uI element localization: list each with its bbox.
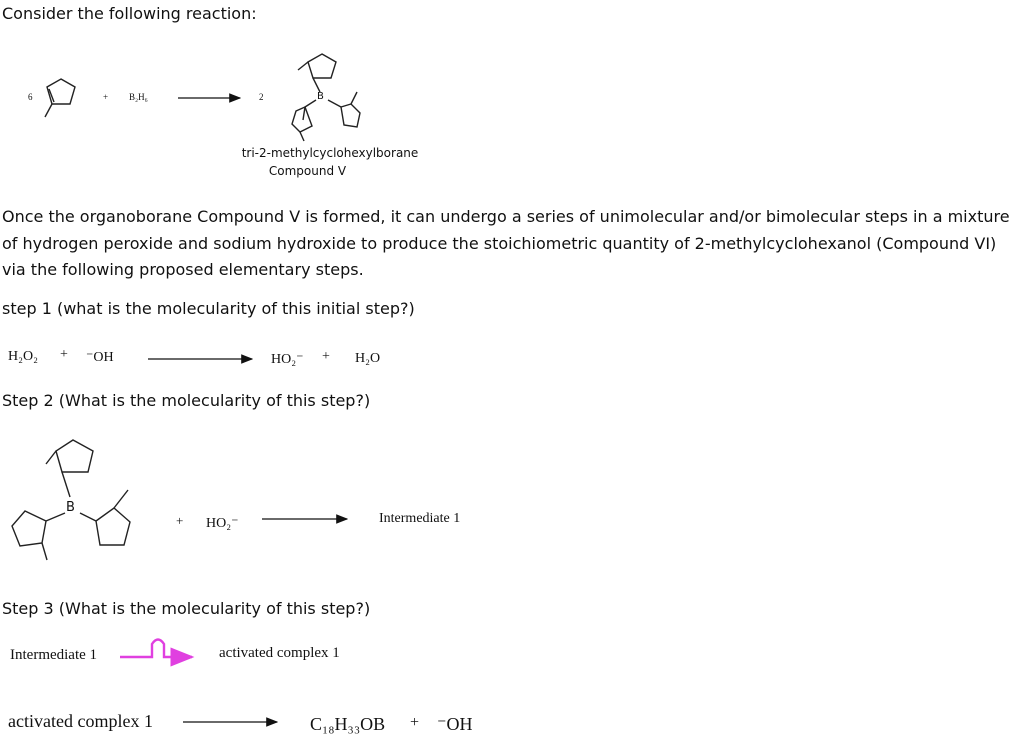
methylcyclopentene-structure <box>45 79 75 117</box>
boron-atom-label: B <box>317 91 324 102</box>
step1-product-water: H₂O <box>355 351 381 366</box>
alkene-coefficient: 6 <box>28 92 33 102</box>
step1-product-ho2: HO₂⁻ <box>271 352 304 367</box>
step2-question: Step 2 (What is the molecularity of this step?) <box>2 391 371 410</box>
mechanism-paragraph: Once the organoborane Compound V is formed, it can undergo a series of unimolecular and/or bimolecular steps in a mixture of hydrogen peroxide and sodium hydroxide to produce the stoichiometric quantity of 2-methylcyclohexanol (Compound VI) via the following proposed elementary steps. <box>2 207 1010 279</box>
step4-product-formula: C₁₈H₃₃OB <box>310 714 386 734</box>
step2-product: Intermediate 1 <box>379 511 461 526</box>
product-coefficient: 2 <box>259 92 264 102</box>
step3-activation-arrow <box>120 640 192 658</box>
step1-reactant-hydroxide: ⁻OH <box>86 350 114 365</box>
step3-question: Step 3 (What is the molecularity of this step?) <box>2 599 371 618</box>
compound-v-name: tri-2-methylcyclohexylborane <box>241 146 419 160</box>
step4-plus: + <box>410 714 420 731</box>
step2-plus: + <box>176 513 184 528</box>
step2-boron-label: B <box>66 500 75 515</box>
intro-text: Consider the following reaction: <box>2 4 257 23</box>
step3-product: activated complex 1 <box>219 645 340 661</box>
compound-v-code: Compound V <box>268 164 347 178</box>
step1-reactant-h2o2: H₂O₂ <box>8 349 38 364</box>
step3-reactant: Intermediate 1 <box>10 647 98 663</box>
plus-sign: + <box>103 92 109 102</box>
step2-reactant-ho2: HO₂⁻ <box>206 516 239 531</box>
step1-plus-1: + <box>60 347 68 362</box>
diborane-label: B₂H₆ <box>129 92 148 102</box>
step1-question: step 1 (what is the molecularity of this initial step?) <box>2 299 415 318</box>
step1-plus-2: + <box>322 349 330 364</box>
compound-v-structure <box>292 54 360 141</box>
step4-reactant: activated complex 1 <box>8 711 153 731</box>
step4-product-hydroxide: ⁻OH <box>437 714 473 734</box>
